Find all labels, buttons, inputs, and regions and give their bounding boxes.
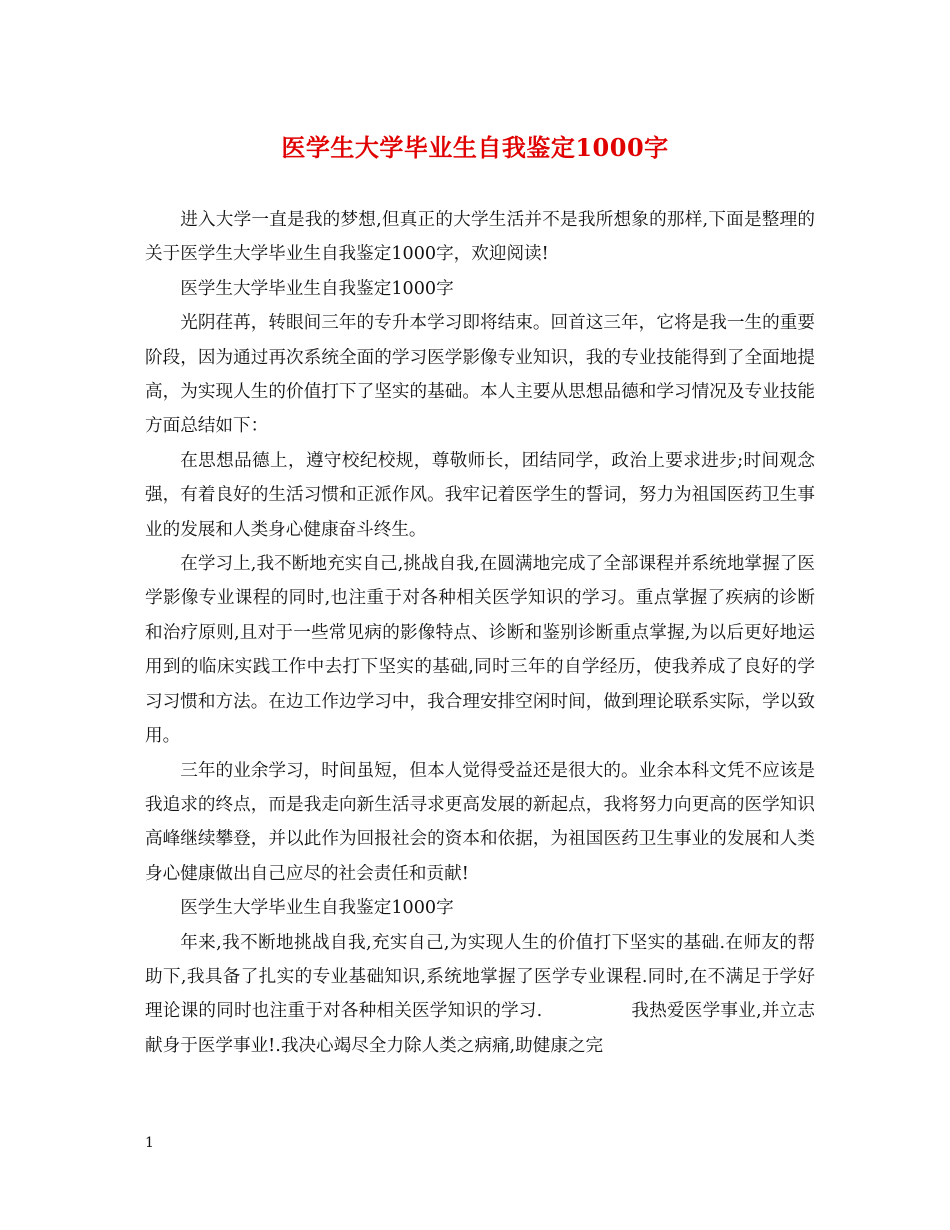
page-number: 1 [145, 1135, 154, 1151]
paragraph-years: 年来,我不断地挑战自我,充实自己,为实现人生的价值打下坚实的基础.在师友的帮助下,我具备了扎实的专业基础知识,系统地掌握了医学专业课程.同时,在不满足于学好理论课的同时也注重于对各种相关医学知识的学习. 我热爱医学事业,并立志献身于医学事业!.我决心竭尽全力除人类之病痛,助健康之完 [145, 932, 815, 1056]
document-title: 医学生大学毕业生自我鉴定1000字 [281, 133, 669, 162]
section-heading-2: 医学生大学毕业生自我鉴定1000字 [180, 898, 454, 919]
intro-paragraph: 进入大学一直是我的梦想,但真正的大学生活并不是我所想象的那样,下面是整理的关于医学生大学毕业生自我鉴定1000字，欢迎阅读! [145, 210, 815, 265]
paragraph-overview: 光阴荏苒，转眼间三年的专升本学习即将结束。回首这三年，它将是我一生的重要阶段，因为通过再次系统全面的学习医学影像专业知识，我的专业技能得到了全面地提高，为实现人生的价值打下了坚实的基础。本人主要从思想品德和学习情况及专业技能方面总结如下： [145, 313, 815, 437]
paragraph-part-time-study: 三年的业余学习，时间虽短，但本人觉得受益还是很大的。业余本科文凭不应该是我追求的终点，而是我走向新生活寻求更高发展的新起点，我将努力向更高的医学知识高峰继续攀登，并以此作为回报社会的资本和依据，为祖国医药卫生事业的发展和人类身心健康做出自己应尽的社会责任和贡献! [145, 760, 815, 884]
paragraph-moral-character: 在思想品德上，遵守校纪校规，尊敬师长，团结同学，政治上要求进步;时间观念强，有着良好的生活习惯和正派作风。我牢记着医学生的誓词，努力为祖国医药卫生事业的发展和人类身心健康奋斗终生。 [145, 450, 815, 540]
paragraph-study: 在学习上,我不断地充实自己,挑战自我,在圆满地完成了全部课程并系统地掌握了医学影像专业课程的同时,也注重于对各种相关医学知识的学习。重点掌握了疾病的诊断和治疗原则,且对于一些常见病的影像特点、诊断和鉴别诊断重点掌握,为以后更好地运用到的临床实践工作中去打下坚实的基础,同时三年的自学经历，使我养成了良好的学习习惯和方法。在边工作边学习中，我合理安排空闲时间，做到理论联系实际，学以致用。 [145, 554, 815, 747]
section-heading: 医学生大学毕业生自我鉴定1000字 [180, 278, 454, 299]
document-body [145, 203, 815, 1063]
